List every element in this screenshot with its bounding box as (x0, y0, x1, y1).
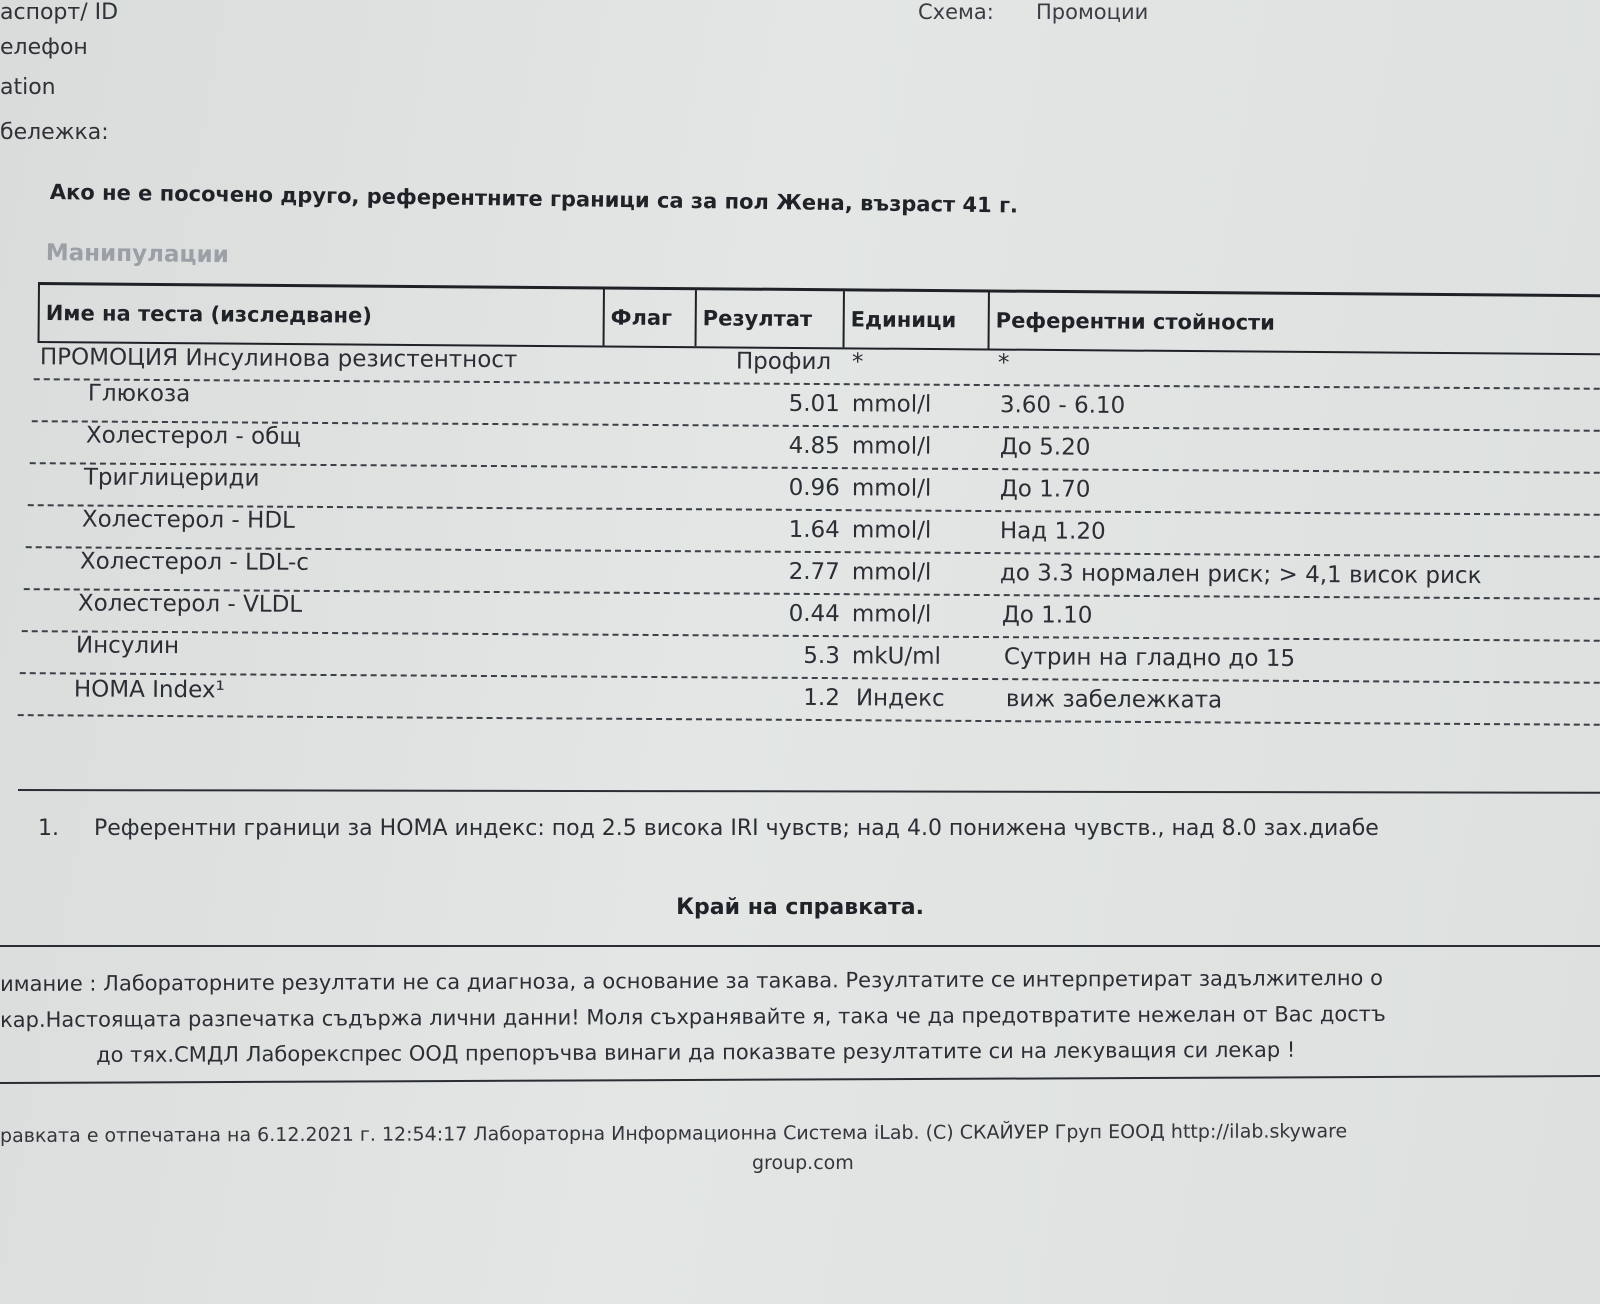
test-units: mmol/l (851, 475, 932, 502)
test-result: 1.2 (803, 684, 840, 712)
test-reference: Над 1.20 (999, 518, 1106, 545)
test-name: Триглицериди (83, 464, 260, 492)
test-reference: виж забележката (1005, 686, 1223, 714)
column-header-flag: Флаг (605, 289, 697, 346)
warning-line-3: до тях.СМДЛ Лаборекспрес ООД препоръчва винаги да показвате резултатите си на лекуващия си лекар ! (96, 1037, 1296, 1067)
printed-info-line-2: group.com (752, 1152, 854, 1174)
phone-label: елефон (0, 35, 88, 60)
test-units: mmol/l (851, 559, 932, 586)
test-units: mkU/ml (851, 643, 942, 670)
warning-line-1: имание : Лабораторните резултати не са диагноза, а основание за такава. Резултатите се интерпретират задължително о (0, 965, 1383, 996)
passport-label: аспорт/ ID (0, 0, 119, 25)
scheme-value: Промоции (1036, 0, 1149, 24)
profile-name: ПРОМОЦИЯ Инсулинова резистентност (39, 344, 518, 374)
column-header-name: Име на теста (изследване) (40, 285, 605, 345)
test-name: Инсулин (75, 632, 180, 660)
test-units: mmol/l (851, 517, 932, 544)
test-units: mmol/l (851, 391, 932, 418)
column-header-reference: Референтни стойности (995, 308, 1276, 335)
test-result: 5.01 (788, 390, 840, 418)
column-header-result: Резултат (697, 290, 845, 347)
test-result: 4.85 (788, 432, 840, 460)
test-reference: До 1.10 (1001, 602, 1093, 629)
warning-line-2: кар.Настоящата разпечатка съдържа лични данни! Моля съхранявайте я, така че да предотвратите нежелан от Вас достъ (0, 1001, 1386, 1032)
test-units: mmol/l (851, 601, 932, 628)
reference-note: Ако не е посочено друго, референтните граници са за пол Жена, възраст 41 г. (49, 180, 1019, 218)
warning-top-rule (0, 945, 1600, 947)
row-divider (18, 714, 1600, 726)
test-name: Холестерол - общ (85, 422, 302, 450)
test-result: 5.3 (803, 642, 840, 670)
profile-result: Профил (735, 348, 832, 376)
column-header-units: Единици (845, 291, 990, 348)
note-label: бележка: (0, 120, 109, 145)
printed-info-line-1: равката е отпечатана на 6.12.2021 г. 12:54:17 Лабораторна Информационна Система iLab. (C) СКАЙУЕР Груп ЕООД http://ilab.skyware (0, 1120, 1348, 1147)
warning-bottom-rule (0, 1075, 1600, 1084)
test-result: 0.44 (788, 600, 840, 628)
footnote-number: 1. (38, 816, 59, 841)
test-reference: Сутрин на гладно до 15 (1003, 644, 1296, 672)
test-units: Индекс (855, 685, 945, 712)
scheme-label: Схема: (918, 0, 994, 24)
test-units: mmol/l (851, 433, 932, 460)
test-result: 1.64 (788, 516, 840, 544)
test-name: Глюкоза (87, 380, 191, 408)
test-reference: До 1.70 (999, 476, 1091, 503)
test-reference: 3.60 - 6.10 (999, 392, 1126, 419)
section-title: Манипулации (45, 240, 229, 269)
table-row (0, 674, 1600, 726)
table-end-rule (18, 789, 1600, 794)
test-reference: до 3.3 нормален риск; > 4,1 висок риск (999, 560, 1482, 590)
end-of-report: Край на справката. (676, 895, 924, 920)
test-name: Холестерол - VLDL (77, 590, 303, 618)
profile-reference: * (997, 350, 1010, 377)
profile-units: * (851, 349, 864, 376)
test-reference: До 5.20 (999, 434, 1091, 461)
test-result: 2.77 (788, 558, 840, 586)
test-name: Холестерол - LDL-c (79, 548, 310, 576)
test-name: HOMA Index¹ (73, 676, 225, 704)
test-result: 0.96 (788, 474, 840, 502)
test-name: Холестерол - HDL (81, 506, 295, 534)
footnote-text: Референтни граници за HOMA индекс: под 2.5 висока IRI чувств; над 4.0 понижена чувств., над 8.0 зах.диабе (94, 816, 1379, 841)
location-label: ation (0, 75, 56, 100)
